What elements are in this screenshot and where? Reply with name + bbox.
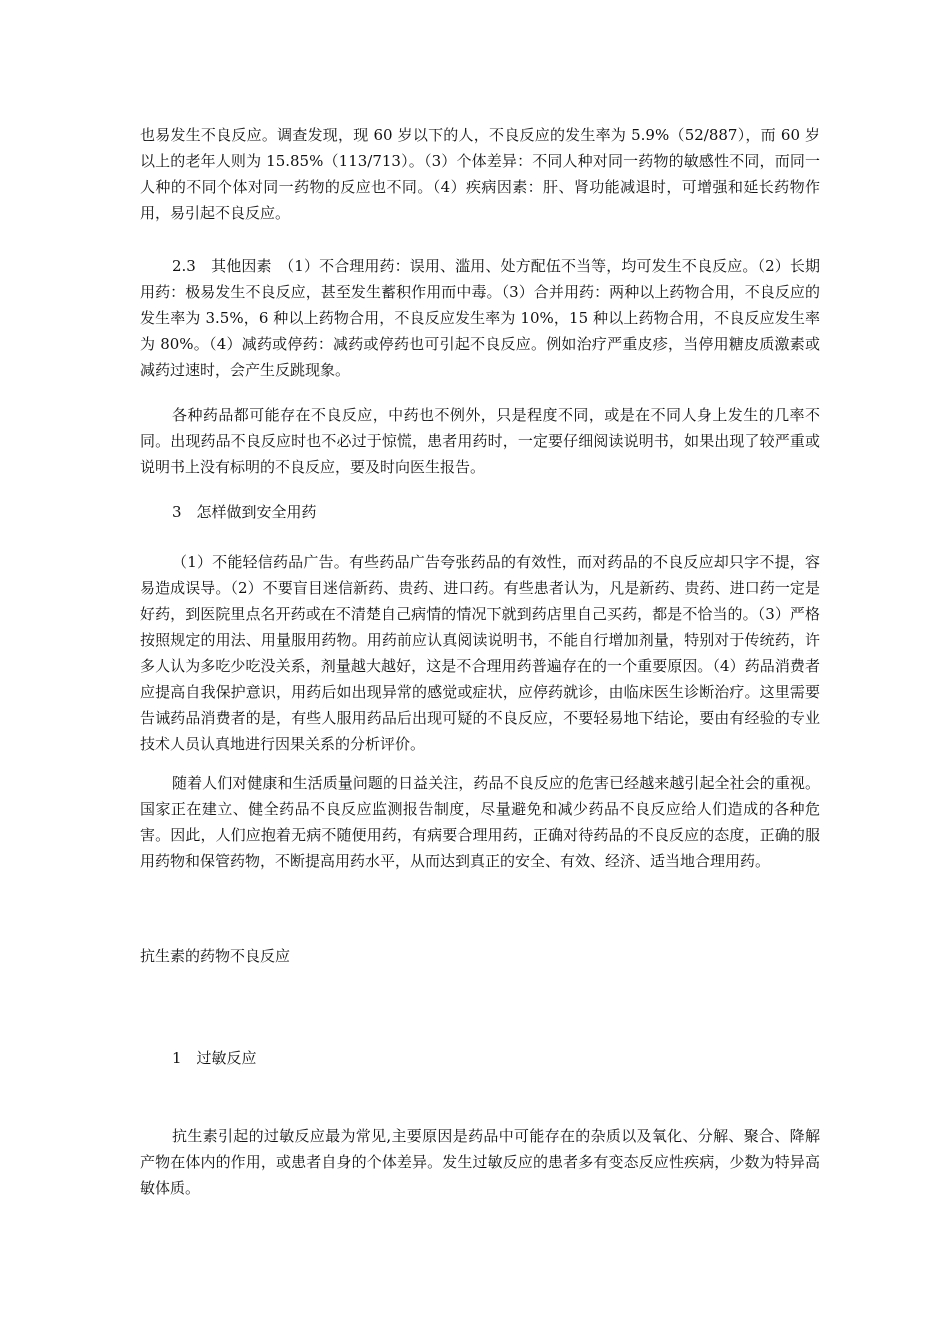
paragraph-age-individual-factors: 也易发生不良反应。调查发现，现 60 岁以下的人，不良反应的发生率为 5.9%（52/887），而 60 岁以上的老年人则为 15.85%（113/713）。（3）个体差异：不同人种对同一药物的敏感性不同，而同一人种的不同个体对同一药物的反应也不同。（4）疾病因素：肝、肾功能减退时，可增强和延长药物作用，易引起不良反应。 bbox=[140, 126, 820, 222]
paragraph-other-factors: 2.3 其他因素 （1）不合理用药：误用、滥用、处方配伍不当等，均可发生不良反应。（2）长期用药：极易发生不良反应，甚至发生蓄积作用而中毒。（3）合并用药：两种以上药物合用，不良反应的发生率为 3.5%，6 种以上药物合用，不良反应发生率为 10%，15 种以上药物合用，不良反应发生率为 80%。（4）减药或停药：减药或停药也可引起不良反应。例如治疗严重皮疹，当停用糖皮质激素或减药过速时，会产生反跳现象。 bbox=[140, 257, 820, 379]
article-title-antibiotic-reactions: 抗生素的药物不良反应 bbox=[140, 947, 291, 965]
section-heading-safe-medication: 3 怎样做到安全用药 bbox=[172, 503, 317, 521]
section-heading-allergic-reaction: 1 过敏反应 bbox=[172, 1049, 257, 1067]
paragraph-conclusion: 随着人们对健康和生活质量问题的日益关注，药品不良反应的危害已经越来越引起全社会的重视。国家正在建立、健全药品不良反应监测报告制度，尽量避免和减少药品不良反应给人们造成的各种危害。因此，人们应抱着无病不随便用药，有病要合理用药，正确对待药品的不良反应的态度，正确的服用药物和保管药物，不断提高用药水平，从而达到真正的安全、有效、经济、适当地合理用药。 bbox=[140, 774, 820, 870]
paragraph-allergic-reaction: 抗生素引起的过敏反应最为常见,主要原因是药品中可能存在的杂质以及氧化、分解、聚合、降解产物在体内的作用，或患者自身的个体差异。发生过敏反应的患者多有变态反应性疾病，少数为特异高敏体质。 bbox=[140, 1127, 820, 1197]
paragraph-safe-medication-tips: （1）不能轻信药品广告。有些药品广告夸张药品的有效性，而对药品的不良反应却只字不提，容易造成误导。（2）不要盲目迷信新药、贵药、进口药。有些患者认为，凡是新药、贵药、进口药一定是好药，到医院里点名开药或在不清楚自己病情的情况下就到药店里自己买药，都是不恰当的。（3）严格按照规定的用法、用量服用药物。用药前应认真阅读说明书，不能自行增加剂量，特别对于传统药，许多人认为多吃少吃没关系，剂量越大越好，这是不合理用药普遍存在的一个重要原因。（4）药品消费者应提高自我保护意识，用药后如出现异常的感觉或症状，应停药就诊，由临床医生诊断治疗。这里需要告诫药品消费者的是，有些人服用药品后出现可疑的不良反应，不要轻易地下结论，要由有经验的专业技术人员认真地进行因果关系的分析评价。 bbox=[140, 553, 820, 753]
paragraph-all-drugs-have-reactions: 各种药品都可能存在不良反应，中药也不例外，只是程度不同，或是在不同人身上发生的几率不同。出现药品不良反应时也不必过于惊慌，患者用药时，一定要仔细阅读说明书，如果出现了较严重或说明书上没有标明的不良反应，要及时向医生报告。 bbox=[140, 406, 820, 476]
